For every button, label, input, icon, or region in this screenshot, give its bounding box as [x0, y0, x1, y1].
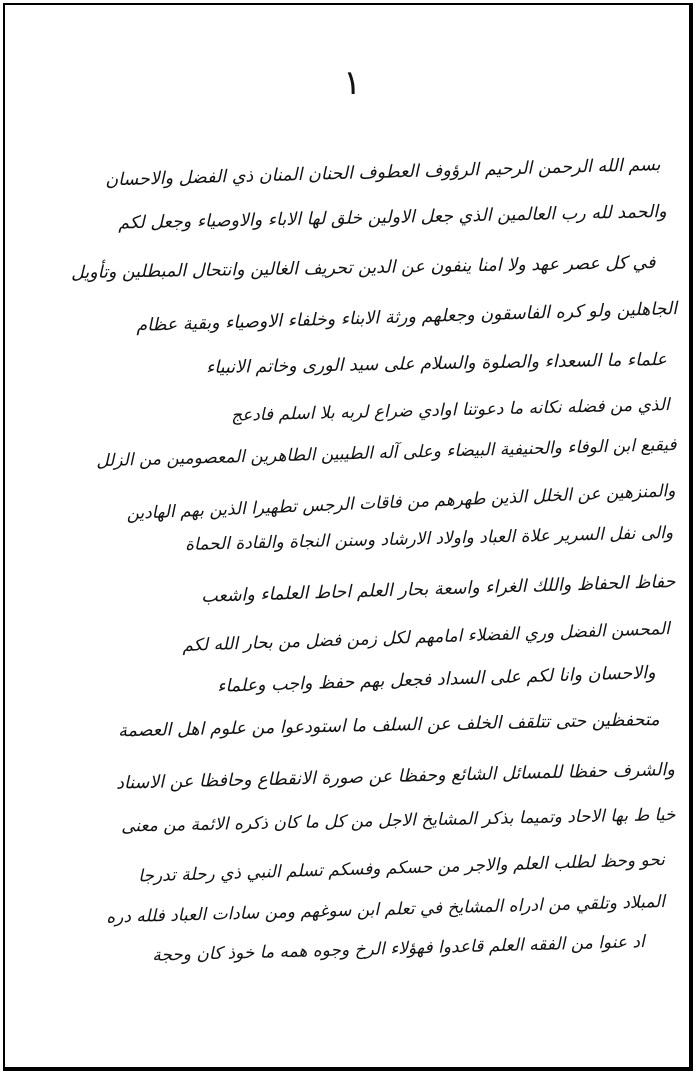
manuscript-line: والشرف حفظا للمسائل الشائع وحفظا عن صورة الانقطاع وحافظا عن الاسناد [116, 760, 676, 794]
manuscript-page [3, 3, 693, 1071]
manuscript-line: الجاهلين ولو كره الفاسقون وجعلهم ورثة الابناء وخلفاء الاوصياء وبقية عظام [135, 299, 678, 336]
manuscript-line: الذي من فضله نكانه ما دعوتنا اوادي ضراع لربه بلا اسلم فادعج [231, 395, 671, 426]
manuscript-line: والمنزهين عن الخلل الذين طهرهم من فاقات الرجس تطهيرا الذين بهم الهادين [125, 481, 676, 524]
page-number: ١ [343, 63, 362, 103]
manuscript-line: حفاظ الحفاظ واللك الغراء واسعة بحار العلم احاط العلماء واشعب [200, 572, 676, 607]
manuscript-line: المحسن الفضل وري الفضلاء امامهم لكل زمن فضل من بحار الله لكم [182, 619, 671, 657]
manuscript-line: علماء ما السعداء والصلوة والسلام على سيد الورى وخاتم الانبياء [206, 350, 668, 379]
manuscript-line: خيا ط بها الاحاد وتميما بذكر المشايخ الاجل من كل ما كان ذكره الائمة من معنى [120, 805, 676, 837]
manuscript-line: اد عنوا من الفقه العلم قاعدوا فهؤلاء الرخ وجوه همه ما خوذ كان وحجة [152, 932, 646, 966]
manuscript-line: نحو وحظ لطلب العلم والاجر من حسكم وفسكم تسلم النبي ذي رحلة تدرجا [138, 850, 666, 887]
manuscript-line: في كل عصر عهد ولا امنا ينفون عن الدين تحريف الغالين وانتحال المبطلين وتأويل [70, 253, 656, 284]
manuscript-line: والحمد لله رب العالمين الذي جعل الاولين خلق لها الاباء والاوصياء وجعل لكم [118, 202, 668, 234]
manuscript-line: والاحسان وانا لكم على السداد فجعل بهم حفظ واجب وعلماء [216, 663, 656, 697]
manuscript-text [5, 5, 695, 1073]
manuscript-line: فيقبع ابن الوفاء والحنيفية البيضاء وعلى آله الطيبين الطاهرين المعصومين من الزلل [96, 435, 678, 472]
manuscript-line: المبلاد وتلقي من ادراه المشايخ في تعلم ابن سوغهم ومن سادات العباد فلله دره [106, 892, 666, 928]
manuscript-line: متحفظين حتى تتلقف الخلف عن السلف ما استودعوا من علوم اهل العصمة [118, 710, 661, 742]
manuscript-line: بسم الله الرحمن الرحيم الرؤوف العطوف الحنان المنان ذي الفضل والاحسان [104, 155, 661, 191]
manuscript-line: والى نفل السرير علاة العباد واولاد الارشاد وسنن النجاة والقادة الحماة [184, 523, 674, 555]
